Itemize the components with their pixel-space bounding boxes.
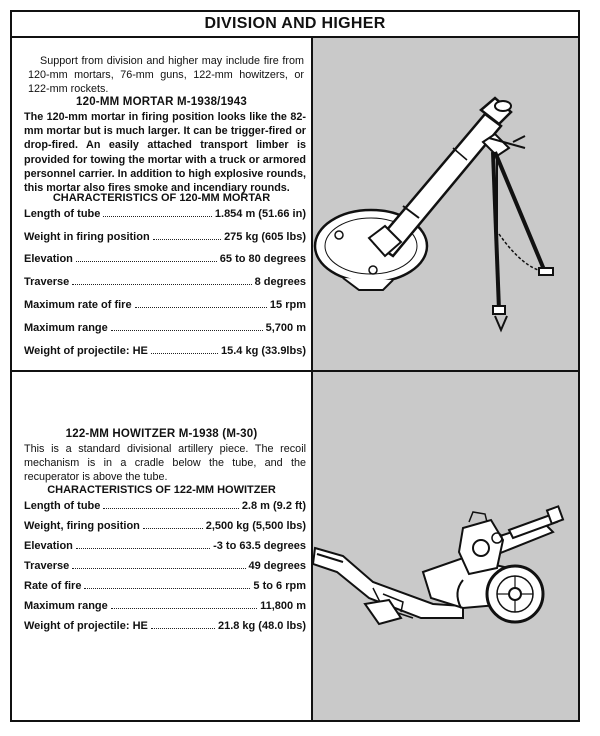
- spec-label: Elevation: [24, 253, 73, 265]
- page-title: DIVISION AND HIGHER: [12, 12, 578, 38]
- leader-dots: [111, 607, 257, 609]
- spec-label: Length of tube: [24, 208, 101, 220]
- howitzer-spec-row: [24, 532, 306, 552]
- mortar-illustration: [313, 38, 578, 370]
- spec-value: -3 to 63.5 degrees: [213, 540, 306, 552]
- howitzer-spec-row: [24, 592, 306, 612]
- leader-dots: [143, 527, 203, 529]
- leader-dots: [84, 587, 250, 589]
- mortar-characteristics-heading: CHARACTERISTICS OF 120-MM MORTAR: [52, 192, 271, 204]
- spec-label: Traverse: [24, 560, 70, 572]
- howitzer-title: 122-MM HOWITZER M-1938 (M-30): [65, 428, 258, 440]
- howitzer-spec-row: [24, 612, 306, 632]
- mortar-spec-row: [24, 314, 306, 334]
- mortar-spec-row: [24, 223, 306, 243]
- leader-dots: [111, 329, 263, 331]
- leader-dots: [72, 283, 251, 285]
- mortar-description: The 120-mm mortar in firing position looks like the 82-mm mortar but is much larger. It can be trigger-fired or drop-fired. An easily attached transport limber is provided for towing the mortar with a truck or armored personnel carrier. In addition to high explosive rounds, this mortar also fires smoke and incendiary rounds.: [24, 111, 306, 195]
- howitzer-illustration: [313, 372, 578, 720]
- spec-label: Weight in firing position: [24, 231, 150, 243]
- mortar-spec-row: [24, 291, 306, 311]
- spec-value: 15 rpm: [269, 299, 306, 311]
- spec-label: Elevation: [24, 540, 73, 552]
- intro-paragraph: Support from division and higher may include fire from 120-mm mortars, 76-mm guns, 122-mm howitzers, or 122-mm rockets.: [28, 55, 304, 95]
- spec-value: 5 to 6 rpm: [253, 580, 306, 592]
- spec-value: 21.8 kg (48.0 lbs): [217, 620, 306, 632]
- spec-value: 5,700 m: [265, 322, 306, 334]
- howitzer-spec-row: [24, 512, 306, 532]
- spec-value: 65 to 80 degrees: [219, 253, 306, 265]
- mortar-illustration-panel: [311, 38, 578, 370]
- spec-value: 2.8 m (9.2 ft): [241, 500, 306, 512]
- spec-value: 275 kg (605 lbs): [224, 231, 306, 243]
- mortar-text-column: [12, 38, 311, 370]
- leader-dots: [151, 352, 218, 354]
- spec-value: 11,800 m: [260, 600, 306, 612]
- howitzer-spec-row: [24, 572, 306, 592]
- spec-label: Maximum rate of fire: [24, 299, 132, 311]
- spec-value: 2,500 kg (5,500 lbs): [205, 520, 306, 532]
- mortar-spec-row: [24, 245, 306, 265]
- spec-label: Maximum range: [24, 600, 108, 612]
- howitzer-spec-row: [24, 552, 306, 572]
- leader-dots: [151, 627, 215, 629]
- howitzer-spec-row: [24, 492, 306, 512]
- spec-label: Maximum range: [24, 322, 108, 334]
- leader-dots: [103, 507, 238, 509]
- leader-dots: [76, 260, 217, 262]
- howitzer-illustration-panel: [311, 372, 578, 720]
- leader-dots: [153, 238, 221, 240]
- spec-value: 49 degrees: [248, 560, 306, 572]
- spec-label: Weight of projectile: HE: [24, 345, 148, 357]
- spec-label: Traverse: [24, 276, 70, 288]
- mortar-title: 120-MM MORTAR M-1938/1943: [76, 96, 247, 108]
- spec-value: 8 degrees: [254, 276, 306, 288]
- mortar-spec-row: [24, 337, 306, 357]
- page-frame: [10, 10, 580, 722]
- spec-label: Length of tube: [24, 500, 101, 512]
- spec-label: Weight of projectile: HE: [24, 620, 148, 632]
- spec-label: Weight, firing position: [24, 520, 140, 532]
- mortar-spec-row: [24, 268, 306, 288]
- leader-dots: [76, 547, 210, 549]
- leader-dots: [72, 567, 245, 569]
- howitzer-section: [12, 372, 578, 720]
- mortar-spec-row: [24, 200, 306, 220]
- spec-value: 15.4 kg (33.9lbs): [221, 345, 306, 357]
- spec-value: 1.854 m (51.66 in): [214, 208, 306, 220]
- leader-dots: [103, 215, 212, 217]
- leader-dots: [135, 306, 267, 308]
- howitzer-description: This is a standard divisional artillery piece. The recoil mechanism is in a cradle below the tube, and the recuperator is above the tube.: [24, 443, 306, 484]
- howitzer-characteristics-heading: CHARACTERISTICS OF 122-MM HOWITZER: [47, 484, 276, 496]
- mortar-section: [12, 38, 578, 372]
- howitzer-text-column: [12, 372, 311, 720]
- spec-label: Rate of fire: [24, 580, 82, 592]
